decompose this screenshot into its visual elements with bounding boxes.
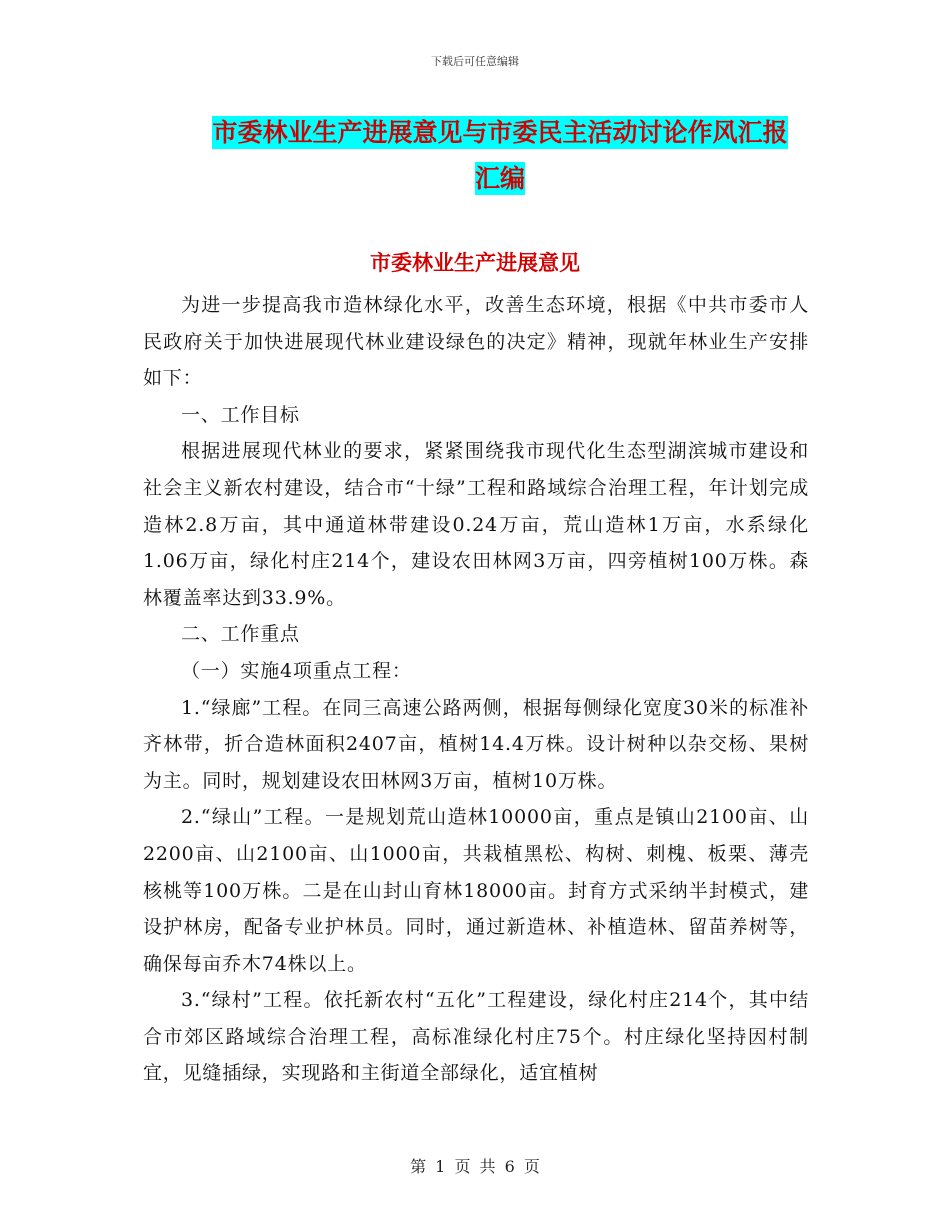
heading-work-goals: 一、工作目标 xyxy=(181,403,300,426)
heading-work-focus: 二、工作重点 xyxy=(181,623,300,646)
body-text xyxy=(143,287,809,1092)
paragraph-green-village: 3.“绿村”工程。依托新农村“五化”工程建设，绿化村庄214个，其中结合市郊区路域综合治理工程，高标准绿化村庄75个。村庄绿化坚持因村制宜，见缝插绿，实现路和主街道全部绿化，适宜植树 xyxy=(143,989,809,1085)
section-title: 市委林业生产进展意见 xyxy=(370,251,580,275)
paragraph-intro: 为进一步提高我市造林绿化水平，改善生态环境，根据《中共市委市人民政府关于加快进展现代林业建设绿色的决定》精神，现就年林业生产安排如下： xyxy=(143,294,809,390)
document-title xyxy=(190,110,810,202)
paragraph-green-mountain: 2.“绿山”工程。一是规划荒山造林10000亩，重点是镇山2100亩、山2200亩、山2100亩、山1000亩，共栽植黑松、构树、刺槐、板栗、薄壳核桃等100万株。二是在山封山育林18000亩。封育方式采纳半封模式，建设护林房，配备专业护林员。同时，通过新造林、补植造林、留苗养树等，确保每亩乔木74株以上。 xyxy=(143,806,809,975)
page-footer: 第 1 页 共 6 页 xyxy=(410,1157,540,1176)
title-line-1: 市委林业生产进展意见与市委民主活动讨论作风汇报 xyxy=(212,118,788,147)
paragraph-green-corridor: 1.“绿廊”工程。在同三高速公路两侧，根据每侧绿化宽度30米的标准补齐林带，折合造林面积2407亩，植树14.4万株。设计树种以杂交杨、果树为主。同时，规划建设农田林网3万亩，植树10万株。 xyxy=(143,696,809,792)
paragraph-goals: 根据进展现代林业的要求，紧紧围绕我市现代化生态型湖滨城市建设和社会主义新农村建设，结合市“十绿”工程和路域综合治理工程，年计划完成造林2.8万亩，其中通道林带建设0.24万亩，荒山造林1万亩，水系绿化1.06万亩，绿化村庄214个，建设农田林网3万亩，四旁植树100万株。森林覆盖率达到33.9%。 xyxy=(143,440,809,609)
title-line-2: 汇编 xyxy=(474,164,525,193)
header-note: 下载后可任意编辑 xyxy=(431,55,519,68)
heading-four-projects: （一）实施4项重点工程： xyxy=(181,659,412,682)
